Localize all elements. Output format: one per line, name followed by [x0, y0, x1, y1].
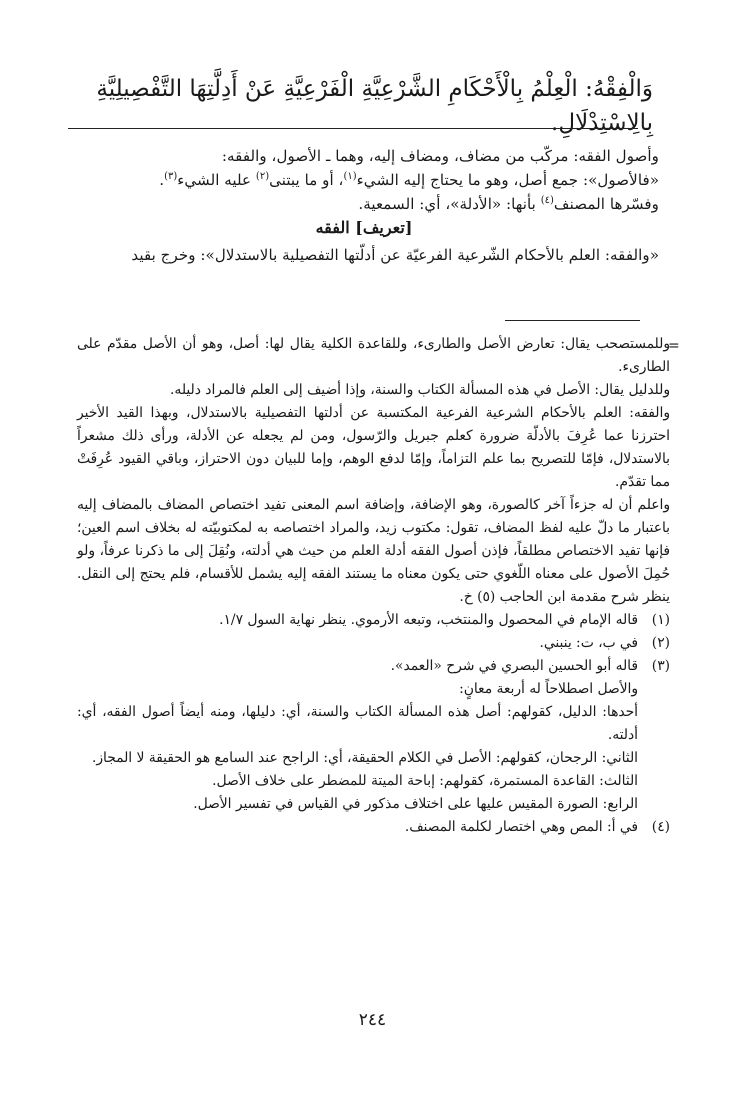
footnote-4	[77, 816, 670, 839]
footnote-continuation: واعلم أن له جزءاً آخر كالصورة، وهو الإضافة، وإضافة اسم المعنى تفيد اختصاص المضاف بالمضاف إليه باعتبار ما دلّ عليه لفظ المضاف، تقول: مكتوب زيد، والمراد اختصاصه به لمكتوبيّته له بخلاف اسم العين؛ فإنها تفيد الاختصاص مطلقاً، فإذن أصول الفقه أدلة العلم من حيث هي أدلته، ونُقِلَ إلى ما ذكرنا عرفاً، ولو حُمِلَ الأصول على معناه اللّغوي حتى يكون معناه ما يستند الفقه إليه يشمل للأقسام، فلم يحتج إلى النقل. ينظر شرح مقدمة ابن الحاجب (٥) خ.	[77, 497, 670, 605]
text-run: .	[159, 171, 165, 189]
footnote-number: (٤)	[651, 819, 670, 835]
footnote-line: الثالث: القاعدة المستمرة، كقولهم: إباحة الميتة للمضطر على خلاف الأصل.	[212, 773, 638, 789]
footnote-ref: (٣)	[164, 170, 178, 182]
footnote-number: (١)	[651, 612, 670, 628]
footnote-continuation: وللدليل يقال: الأصل في هذه المسألة الكتاب والسنة، وإذا أضيف إلى العلم فالمراد دليله.	[170, 382, 670, 398]
footnote-ref: (٢)	[255, 170, 270, 182]
footnotes-area	[77, 333, 670, 839]
commentary-paragraph: «والفقه: العلم بالأحكام الشّرعية الفرعيّة عن أدلّتها التفصيلية بالاستدلال»: وخرج بقيد	[131, 246, 659, 264]
text-run: عليه الشيء	[177, 171, 256, 189]
footnote-3	[77, 655, 670, 816]
section-heading: [تعريف] الفقه	[315, 218, 413, 237]
footnote-continuation: وللمستصحب يقال: تعارض الأصل والطارىء، وللقاعدة الكلية يقال لها: أصل، وهو أن الأصل مقدّم على الطارىء.	[77, 336, 670, 375]
text-run: بأنها: «الأدلة»، أي: السمعية.	[358, 195, 541, 213]
footnote-number: (٣)	[651, 658, 670, 674]
footnote-line: قاله أبو الحسين البصري في شرح «العمد».	[390, 658, 638, 674]
footnote-body	[77, 632, 638, 655]
footnote-2	[77, 632, 670, 655]
continuation-mark: =	[668, 338, 680, 354]
page-number: ٢٤٤	[358, 1010, 387, 1030]
footnote-continuation: والفقه: العلم بالأحكام الشرعية الفرعية المكتسبة عن أدلتها التفصيلية بالاستدلال، وبهذا القيد الأخير احترزنا عما عُرِفَ بالأدلّة ضرورة كعلم جبريل والرّسول، ومن لم يجعله عن الأدلة، ورأى ذلك مشعراً بالاستدلال، فإمّا للتصريح بما علم التزاماً، وإمّا لدفع الوهم، وإما للبيان دون الاحتراز، وباقي القيود عُرِفَتْ مما تقدّم.	[77, 405, 670, 490]
footnote-number: (٢)	[651, 635, 670, 651]
footnote-line: الثاني: الرجحان، كقولهم: الأصل في الكلام الحقيقة، أي: الراجح عند السامع هو الحقيقة لا المجاز.	[91, 750, 638, 766]
footnote-separator	[505, 320, 640, 321]
separator-rule	[68, 128, 638, 129]
footnote-line: الرابع: الصورة المقيس عليها على اختلاف مذكور في القياس في تفسير الأصل.	[193, 796, 638, 812]
footnote-ref: (٤)	[540, 194, 554, 206]
footnote-body	[77, 609, 638, 632]
footnote-line: قاله الإمام في المحصول والمنتخب، وتبعه الأرموي. ينظر نهاية السول ١/٧.	[219, 612, 638, 628]
text-run: «فالأصول»: جمع أصل، وهو ما يحتاج إليه الشيء	[356, 171, 659, 189]
matn-text: وَالْفِقْهُ: الْعِلْمُ بِالْأَحْكَامِ الشَّرْعِيَّةِ الْفَرْعِيَّةِ عَنْ أَدِلَّتِهَا التَّفْصِيلِيَّةِ بِالِاسْتِدْلَالِ.	[96, 76, 653, 136]
footnote-line: في ب، ت: ينبني.	[539, 635, 638, 651]
commentary-body	[69, 144, 659, 267]
footnote-line: والأصل اصطلاحاً له أربعة معانٍ:	[459, 681, 638, 697]
footnote-body	[77, 816, 638, 839]
footnote-ref: (١)	[343, 170, 357, 182]
commentary-paragraph	[69, 192, 659, 216]
footnote-body	[77, 655, 638, 816]
footnote-line: أحدها: الدليل، كقولهم: أصل هذه المسألة الكتاب والسنة، أي: دليلها، ومنه أيضاً أصول الفقه، أي: أدلته.	[77, 704, 638, 743]
commentary-paragraph	[69, 168, 659, 192]
text-run: ، أو ما يبتنى	[269, 171, 344, 189]
text-run: وفسّرها المصنف	[553, 195, 659, 213]
footnote-1	[77, 609, 670, 632]
commentary-paragraph: وأصول الفقه: مركّب من مضاف، ومضاف إليه، وهما ـ الأصول، والفقه:	[221, 147, 659, 165]
footnote-line: في أ: المص وهي اختصار لكلمة المصنف.	[404, 819, 638, 835]
